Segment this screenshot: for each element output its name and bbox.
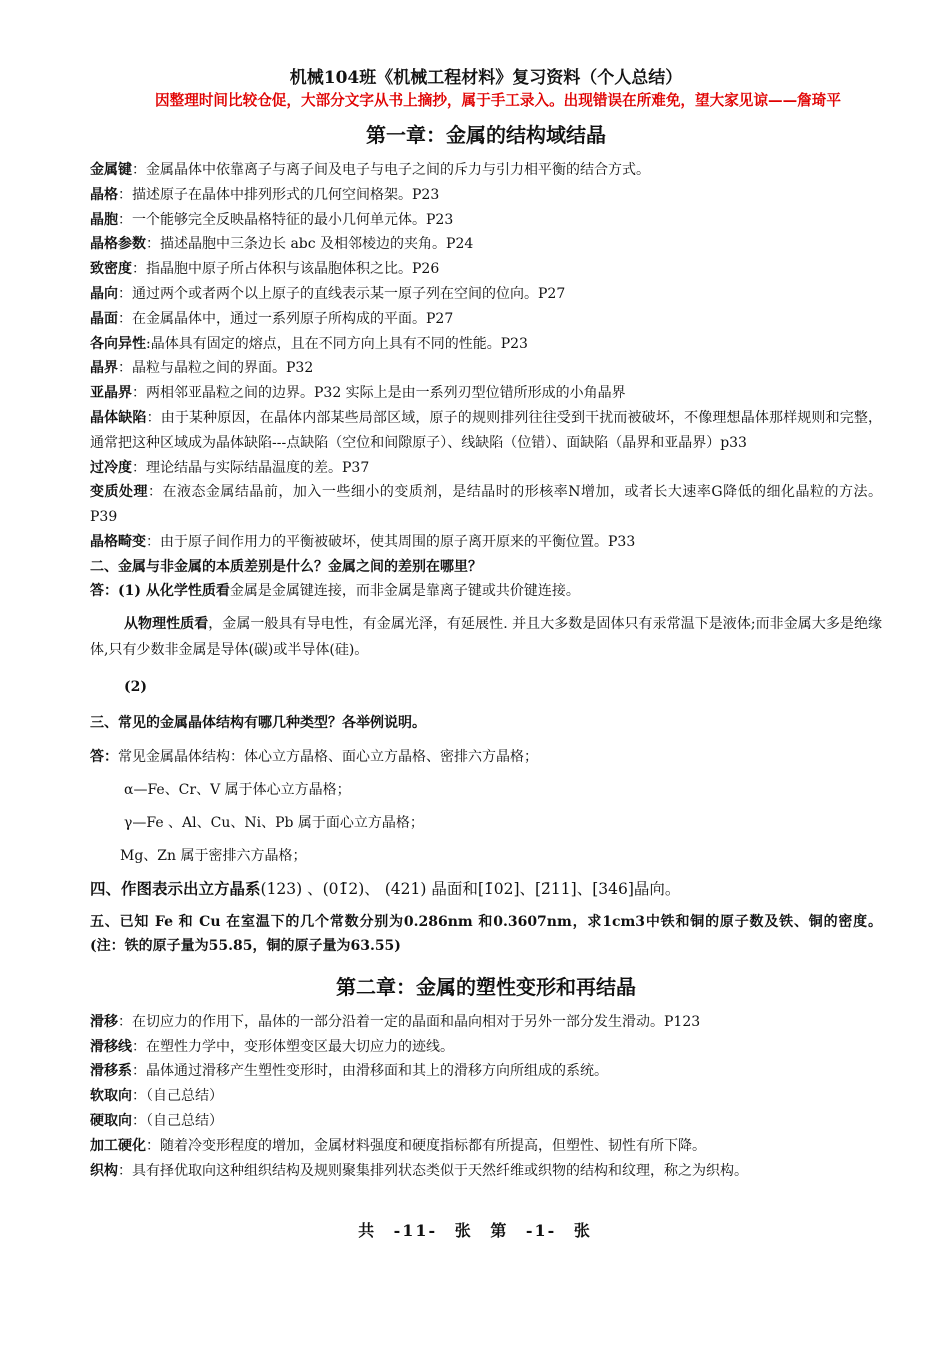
definition-item	[90, 232, 882, 257]
definition-text: ：指晶胞中原子所占体积与该晶胞体积之比。P26	[132, 261, 440, 278]
definition-term: 织构	[90, 1162, 118, 1179]
definition-item	[90, 480, 882, 530]
definition-item	[90, 1109, 882, 1134]
definition-term: 滑移线	[90, 1038, 132, 1055]
definition-item	[90, 257, 882, 282]
page-footer: 共 -11- 张 第 -1- 张	[358, 1221, 592, 1240]
definition-item	[90, 183, 882, 208]
definition-item	[90, 158, 882, 183]
definition-text: ：在切应力的作用下，晶体的一部分沿着一定的晶面和晶向相对于另外一部分发生滑动。P123	[118, 1013, 701, 1030]
answer-label: 从物理性质看	[124, 615, 209, 632]
answer-text: ，金属一般具有导电性，有金属光泽，有延展性. 并且大多数是固体只有汞常温下是液体;而非金属大多是绝缘体,只有少数非金属是导体(碳)或半导体(硅)。	[90, 615, 882, 658]
definition-text: ：具有择优取向这种组织结构及规则聚集排列状态类似于天然纤维或织物的结构和纹理，称之为织构。	[118, 1162, 748, 1179]
question-4-label: 四、作图表示出立方晶系	[90, 878, 261, 898]
definition-term: 软取向	[90, 1088, 132, 1105]
definition-text: ：由于原子间作用力的平衡被破坏，使其周围的原子离开原来的平衡位置。P33	[146, 533, 636, 550]
definition-term: 晶格参数	[90, 236, 146, 253]
definition-item	[90, 1059, 882, 1084]
definition-term: 金属键	[90, 162, 132, 178]
definition-term: 各向异性	[90, 335, 146, 352]
definition-text: ：描述原子在晶体中排列形式的几何空间格架。P23	[118, 186, 440, 203]
definition-term: 硬取向	[90, 1112, 132, 1129]
definition-text: ：一个能够完全反映晶格特征的最小几何单元体。P23	[118, 211, 454, 228]
definition-item	[90, 1010, 882, 1035]
definition-item	[90, 1134, 882, 1159]
definition-item	[90, 332, 882, 357]
definition-term: 晶向	[90, 285, 118, 302]
definition-text: ：随着冷变形程度的增加，金属材料强度和硬度指标都有所提高，但塑性、韧性有所下降。	[146, 1137, 706, 1154]
answer-3-line: α—Fe、Cr、V 属于体心立方晶格；	[124, 781, 351, 798]
definition-text: ：金属晶体中依靠离子与离子间及电子与电子之间的斥力与引力相平衡的结合方式。	[132, 162, 650, 178]
question-4	[90, 876, 882, 902]
chapter-1-title: 第一章：金属的结构域结晶	[366, 123, 606, 147]
chapter-1-definitions	[90, 158, 882, 555]
question-4-text: (123) 、(01̄2)、 (421) 晶面和[1̄02]、[2̄11]、[346]晶向。	[260, 879, 681, 898]
definition-term: 致密度	[90, 261, 132, 278]
definition-item	[90, 1159, 882, 1184]
answer-text: 金属是金属键连接，而非金属是靠离子键或共价键连接。	[229, 582, 580, 599]
definition-text: ：在液态金属结晶前，加入一些细小的变质剂，是结晶时的形核率N增加，或者长大速率G降低的细化晶粒的方法。P39	[90, 484, 882, 526]
definition-text: :晶体具有固定的熔点，且在不同方向上具有不同的性能。P23	[146, 335, 528, 352]
question-3: 三、常见的金属晶体结构有哪几种类型？各举例说明。	[90, 714, 426, 731]
definition-text: ：在塑性力学中，变形体塑变区最大切应力的迹线。	[132, 1038, 454, 1055]
notice-line: 因整理时间比较仓促，大部分文字从书上摘抄，属于手工录入。出现错误在所难免，望大家见谅——詹琦平	[155, 92, 841, 109]
definition-term: 亚晶界	[90, 385, 132, 402]
definition-item	[90, 282, 882, 307]
definition-text: ：（自己总结）	[132, 1088, 223, 1105]
definition-text: ：描述晶胞中三条边长 abc 及相邻棱边的夹角。P24	[146, 236, 474, 253]
definition-term: 加工硬化	[90, 1137, 146, 1154]
document-title: 机械104班《机械工程材料》复习资料（个人总结）	[289, 68, 683, 88]
definition-item	[90, 307, 882, 332]
answer-text: 常见金属晶体结构：体心立方晶格、面心立方晶格、密排六方晶格；	[118, 748, 538, 765]
definition-text: ：晶粒与晶粒之间的界面。P32	[118, 360, 314, 377]
question-2: 二、金属与非金属的本质差别是什么？金属之间的差别在哪里？	[90, 558, 482, 575]
definition-text: ：在金属晶体中，通过一系列原子所构成的平面。P27	[118, 310, 454, 327]
definition-term: 滑移系	[90, 1063, 132, 1080]
definition-item	[90, 530, 882, 555]
definition-item	[90, 1084, 882, 1109]
definition-item	[90, 406, 882, 456]
definition-term: 晶格	[90, 186, 118, 203]
answer-2-physical	[90, 611, 882, 663]
answer-label: 答：	[90, 748, 118, 765]
definition-text: ：通过两个或者两个以上原子的直线表示某一原子列在空间的位向。P27	[118, 285, 566, 302]
definition-term: 晶胞	[90, 211, 118, 228]
answer-3-line: γ—Fe 、Al、Cu、Ni、Pb 属于面心立方晶格；	[124, 814, 424, 831]
definition-item	[90, 208, 882, 233]
definition-text: ：晶体通过滑移产生塑性变形时，由滑移面和其上的滑移方向所组成的系统。	[132, 1063, 608, 1080]
answer-2-item-2: (2)	[124, 678, 147, 695]
definition-term: 晶格畸变	[90, 533, 146, 550]
definition-text: ：由于某种原因，在晶体内部某些局部区域，原子的规则排列往往受到干扰而被破坏，不像理想晶体那样规则和完整，通常把这种区域成为晶体缺陷---点缺陷（空位和间隙原子）、线缺陷（位错）、面缺陷（晶界和亚晶界）p33	[90, 409, 883, 451]
definition-term: 变质处理	[90, 484, 148, 501]
definition-item	[90, 1035, 882, 1060]
chapter-2-title: 第二章：金属的塑性变形和再结晶	[336, 974, 636, 999]
answer-3-line: Mg、Zn 属于密排六方晶格；	[120, 847, 307, 864]
answer-label: 答：(1) 从化学性质看	[90, 582, 230, 599]
answer-2	[90, 579, 882, 603]
definition-term: 滑移	[90, 1013, 118, 1030]
answer-3	[90, 745, 882, 769]
definition-term: 晶体缺陷	[90, 409, 147, 426]
definition-item	[90, 456, 882, 481]
definition-term: 过冷度	[90, 459, 132, 476]
definition-text: ：理论结晶与实际结晶温度的差。P37	[132, 459, 370, 476]
definition-item	[90, 356, 882, 381]
definition-term: 晶界	[90, 360, 118, 377]
question-5: 五、已知 Fe 和 Cu 在室温下的几个常数分别为0.286nm 和0.3607nm，求1cm3中铁和铜的原子数及铁、铜的密度。(注：铁的原子量为55.85，铜的原子量为63.55)	[90, 913, 882, 954]
chapter-2-definitions	[90, 1010, 882, 1184]
definition-term: 晶面	[90, 310, 118, 327]
definition-text: ：（自己总结）	[132, 1112, 223, 1129]
definition-item	[90, 381, 882, 406]
definition-text: ：两相邻亚晶粒之间的边界。P32 实际上是由一系列刃型位错所形成的小角晶界	[132, 385, 626, 402]
